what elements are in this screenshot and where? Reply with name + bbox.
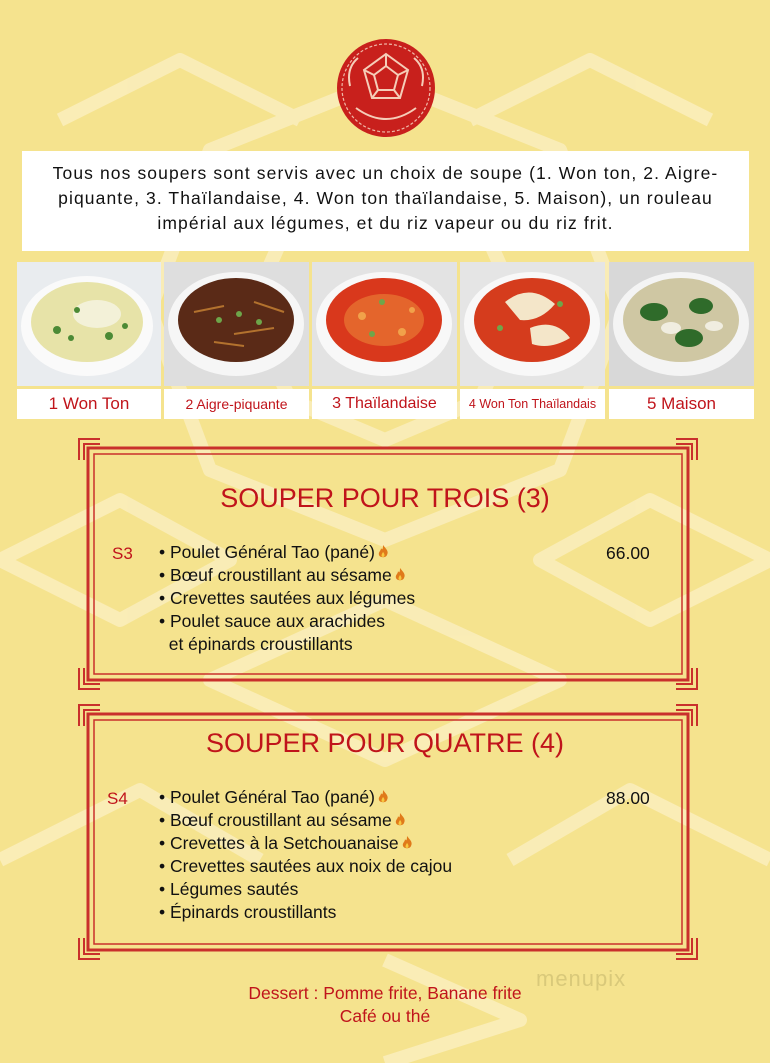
soup-label-4: 4 Won Ton Thaïlandais bbox=[460, 389, 605, 419]
menu-item: • Crevettes à la Setchouanaise bbox=[159, 832, 452, 855]
spicy-flame-icon bbox=[394, 568, 406, 582]
souper-trois-price: 66.00 bbox=[606, 543, 650, 563]
soup-label-2: 2 Aigre-piquante bbox=[164, 389, 309, 419]
thai-soup-photo bbox=[312, 262, 457, 386]
souper-quatre-title: SOUPER POUR QUATRE (4) bbox=[205, 728, 565, 758]
spicy-flame-icon bbox=[377, 790, 389, 804]
menu-item: • Poulet sauce aux arachides bbox=[159, 611, 385, 631]
drink-line: Café ou thé bbox=[339, 1006, 431, 1026]
menu-item: • Crevettes sautées aux légumes bbox=[159, 588, 416, 608]
watermark: menupix bbox=[536, 966, 627, 991]
menu-item: • Épinards croustillants bbox=[159, 902, 337, 922]
menu-item: • Bœuf croustillant au sésame bbox=[159, 809, 452, 832]
souper-quatre-price: 88.00 bbox=[606, 788, 650, 808]
menu-item: • Crevettes sautées aux noix de cajou bbox=[159, 856, 453, 876]
spicy-flame-icon bbox=[401, 836, 413, 850]
menu-item: • Poulet Général Tao (pané) bbox=[159, 541, 415, 564]
souper-trois-title: SOUPER POUR TROIS (3) bbox=[220, 483, 550, 513]
thai-won-ton-soup-photo bbox=[460, 262, 605, 386]
souper-quatre-items bbox=[159, 786, 452, 924]
soup-label-1: 1 Won Ton bbox=[17, 389, 161, 419]
souper-quatre-code: S4 bbox=[107, 789, 128, 808]
hot-sour-soup-photo bbox=[164, 262, 309, 386]
dessert-line: Dessert : Pomme frite, Banane frite bbox=[248, 983, 522, 1003]
menu-item: • Poulet Général Tao (pané) bbox=[159, 786, 452, 809]
soup-label-3: 3 Thaïlandaise bbox=[312, 389, 457, 419]
spicy-flame-icon bbox=[377, 545, 389, 559]
restaurant-logo bbox=[336, 38, 436, 138]
menu-item: • Légumes sautés bbox=[159, 879, 299, 899]
soup-label-5: 5 Maison bbox=[609, 389, 754, 419]
spicy-flame-icon bbox=[394, 813, 406, 827]
intro-text: Tous nos soupers sont servis avec un choix de soupe (1. Won ton, 2. Aigre-piquante, 3. Thaïlandaise, 4. Won ton thaïlandaise, 5. Maison), un rouleau impérial aux légumes, et du riz vapeur ou du riz frit. bbox=[22, 151, 749, 251]
menu-item: • Bœuf croustillant au sésame bbox=[159, 564, 415, 587]
souper-trois-code: S3 bbox=[112, 544, 133, 563]
house-soup-photo bbox=[609, 262, 754, 386]
menu-item: et épinards croustillants bbox=[159, 634, 353, 654]
won-ton-soup-photo bbox=[17, 262, 161, 386]
souper-trois-items bbox=[159, 541, 415, 656]
